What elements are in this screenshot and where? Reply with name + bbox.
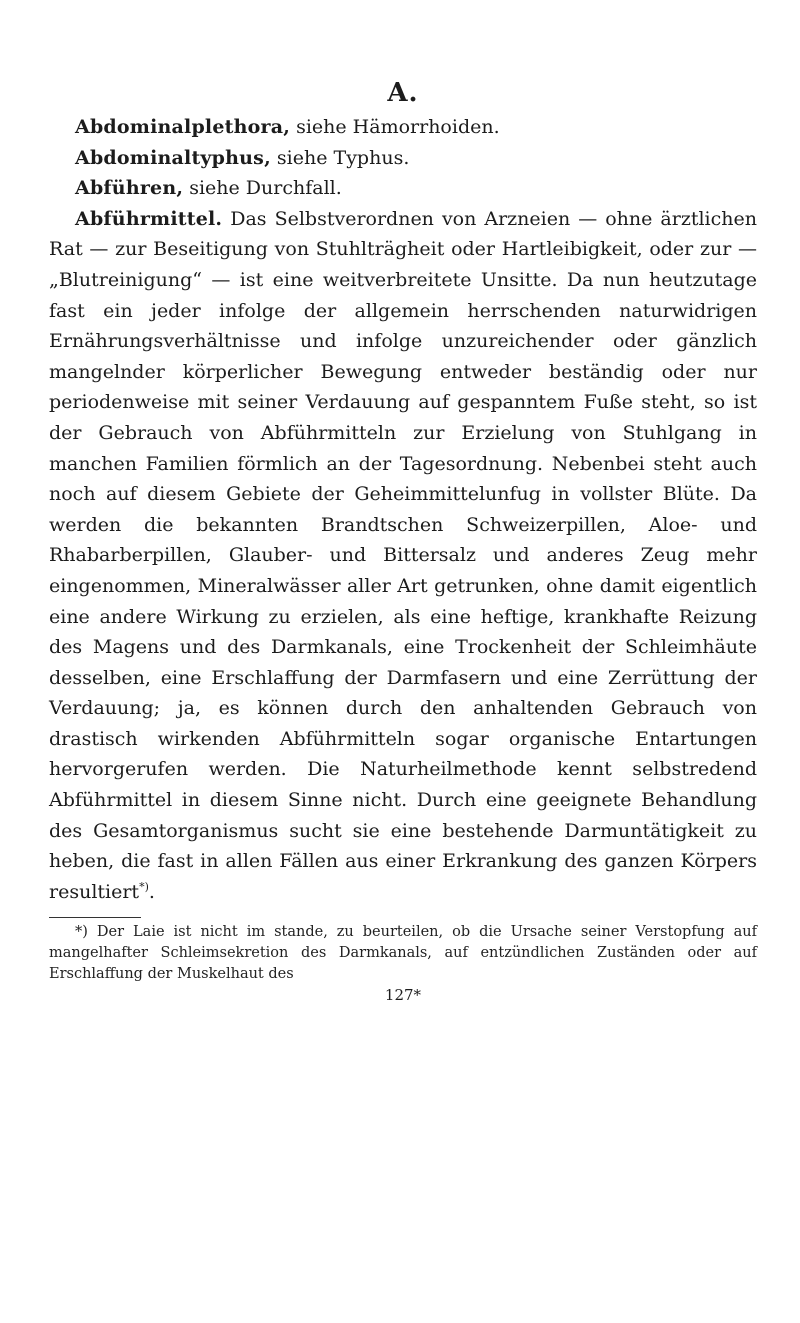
entry-text: siehe Hämorrhoiden. [290,116,500,138]
footnote [49,922,757,985]
page-number: 127* [384,986,422,1005]
headword: Abführen, [75,177,184,200]
footnote-mark: *) [75,924,88,941]
headword: Abführmittel. [75,207,223,230]
entry-text: siehe Durchfall. [183,177,342,200]
footnote-reference: *) [139,880,149,894]
section-letter: A. [387,78,419,108]
headword: Abdominalplethora, [75,116,291,138]
entry-abdominalplethora [49,112,757,143]
entry-abfuehren [49,173,757,204]
entry-text: Das Selbstverordnen von Arzneien — ohne ärztlichen Rat — zur Beseitigung von Stuhlträgheit oder Hartleibigkeit, oder zur — „Blutreinigung“ — ist eine weitverbreitete Unsitte. Da nun heutzutage fast ein jeder infolge der allgemein herrschenden naturwidrigen Ernährungsverhältnisse und infolge unzureichender oder gänzlich mangelnder körperlicher Bewegung entweder beständig oder nur periodenweise mit seiner Verdauung auf gespanntem Fuße steht, so ist der Gebrauch von Abführmitteln zur Erzielung von Stuhlgang in manchen Familien förmlich an der Tagesordnung. Nebenbei steht auch noch auf diesem Gebiete der Geheimmittelunfug in vollster Blüte. Da werden die bekannten Brandtschen Schweizerpillen, Aloe- und Rhabarberpillen, Glauber- und Bittersalz und anderes Zeug mehr eingenommen, Mineralwässer aller Art getrunken, ohne damit eigentlich eine andere Wirkung zu erzielen, als eine heftige, krankhafte Reizung des Magens und des Darmkanals, eine Trockenheit der Schleimhäute desselben, eine Erschlaffung der Darmfasern und eine Zerrüttung der Verdauung; ja, es können durch den anhaltenden Gebrauch von drastisch wirkenden Abführmitteln sogar organische Entartungen hervorgerufen werden. Die Naturheilmethode kennt selbstredend Abführmittel in diesem Sinne nicht. Durch eine geeignete Behandlung des Gesamtorganismus sucht sie eine bestehende Darmuntätigkeit zu heben, die fast in allen Fällen aus einer Erkrankung des ganzen Körpers resultiert [49,207,757,903]
headword: Abdominaltyphus, [75,146,271,169]
entry-abdominaltyphus [49,143,757,174]
entry-text-end: . [148,880,155,903]
entry-text: siehe Typhus. [270,146,410,169]
document-page [49,78,757,1005]
footnote-divider [49,917,141,918]
footnote-text: Der Laie ist nicht im stande, zu beurteilen, ob die Ursache seiner Verstopfung auf mangelhafter Schleimsekretion des Darmkanals, auf entzündlichen Zuständen oder auf Erschlaffung der Muskelhaut des [49,924,757,983]
entry-abfuehrmittel [49,204,757,908]
